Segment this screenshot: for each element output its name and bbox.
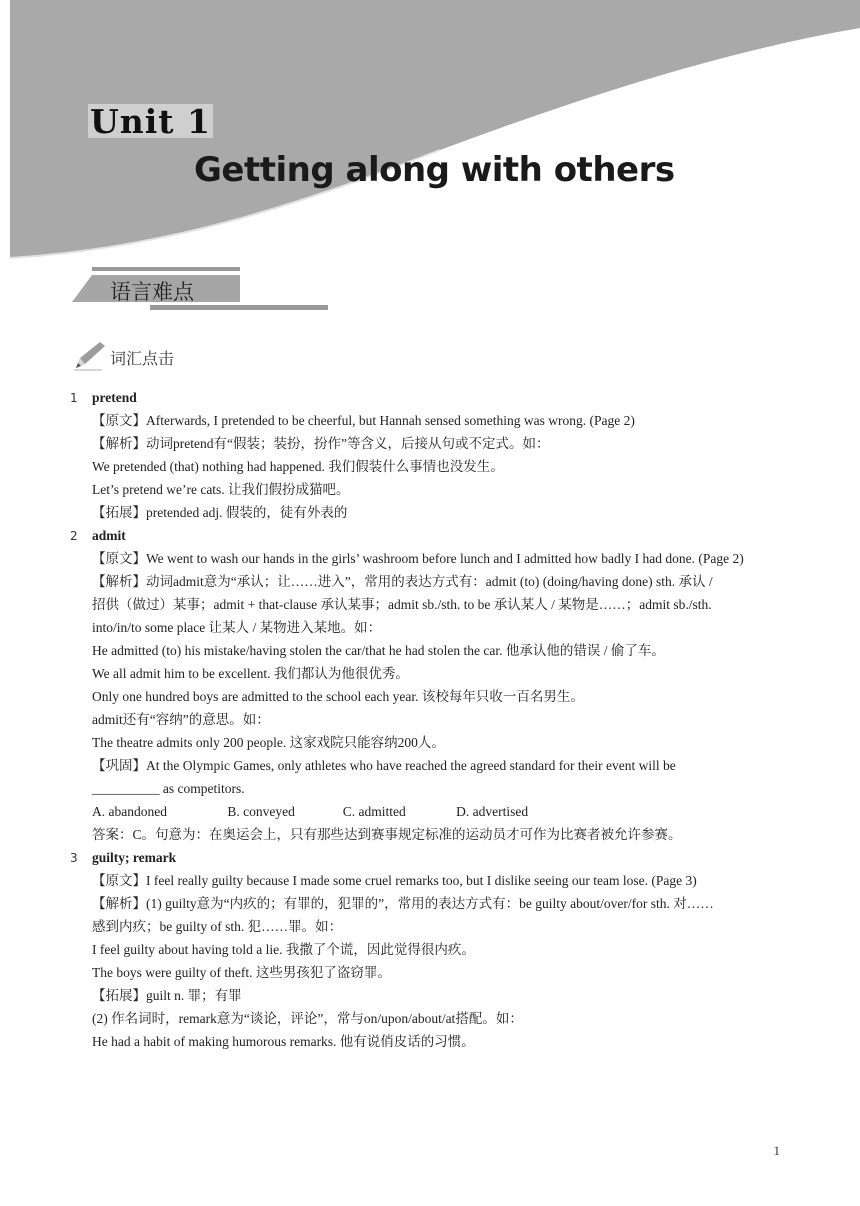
entry-line: 【原文】We went to wash our hands in the girls’ washroom before lunch and I admitted how badly I had done. (Page 2) (92, 551, 744, 566)
subsection-title: 词汇点击 (110, 349, 175, 368)
entry-line: (2) 作名词时，remark意为“谈论，评论”，常与on/upon/about/at搭配。如： (92, 1011, 523, 1026)
entry-line: admit还有“容纳”的意思。如： (92, 712, 270, 727)
answer-options (92, 802, 812, 825)
entry-number: 2 (70, 529, 78, 543)
entry-line: 【原文】I feel really guilty because I made some cruel remarks too, but I dislike seeing our team lose. (Page 3) (92, 873, 697, 888)
entry-number: 1 (70, 391, 78, 405)
entry-number: 3 (70, 851, 78, 865)
unit-label: Unit 1 (90, 102, 212, 141)
entry-line: 【原文】Afterwards, I pretended to be cheerful, but Hannah sensed something was wrong. (Page 2) (92, 413, 635, 428)
option-c: C. admitted (342, 804, 406, 819)
entry-headword: admit (92, 528, 126, 543)
option-a: A. abandoned (92, 804, 167, 819)
entry-headword: guilty; remark (92, 850, 177, 865)
entry-line: 【拓展】guilt n. 罪；有罪 (92, 988, 242, 1003)
entry-line: The theatre admits only 200 people. 这家戏院只能容纳200人。 (92, 735, 445, 750)
option-b: B. conveyed (227, 804, 295, 819)
entry-line: 感到内疚；be guilty of sth. 犯……罪。如： (92, 919, 343, 934)
entry-headword: pretend (92, 390, 137, 405)
vocab-entry (0, 526, 860, 848)
entry-line: into/in/to some place 让某人 / 某物进入某地。如： (92, 620, 382, 635)
entry-line: 【解析】(1) guilty意为“内疚的；有罪的，犯罪的”，常用的表达方式有：be guilty about/over/for sth. 对…… (92, 896, 714, 911)
entry-line: 【巩固】At the Olympic Games, only athletes who have reached the agreed standard for their event will be (92, 758, 676, 773)
section-title: 语言难点 (110, 280, 194, 304)
vocab-entry (0, 388, 860, 526)
entry-line: He had a habit of making humorous remarks. 他有说俏皮话的习惯。 (92, 1034, 475, 1049)
vocabulary-list (0, 388, 860, 1055)
entry-line: 招供（做过）某事；admit + that-clause 承认某事；admit sb./sth. to be 承认某人 / 某物是……；admit sb./sth. (92, 597, 712, 612)
entry-line: We pretended (that) nothing had happened. 我们假装什么事情也没发生。 (92, 459, 504, 474)
option-d: D. advertised (456, 804, 529, 819)
pencil-icon (72, 340, 108, 372)
entry-line: We all admit him to be excellent. 我们都认为他很优秀。 (92, 666, 409, 681)
entry-line: 【解析】动词pretend有“假装；装扮，扮作”等含义，后接从句或不定式。如： (92, 436, 550, 451)
entry-line: The boys were guilty of theft. 这些男孩犯了盗窃罪。 (92, 965, 391, 980)
entry-line: __________ as competitors. (92, 781, 245, 796)
entry-line: He admitted (to) his mistake/having stolen the car/that he had stolen the car. 他承认他的错误 / 偷了车。 (92, 643, 665, 658)
page-number: 1 (773, 1143, 780, 1158)
entry-line: Only one hundred boys are admitted to the school each year. 该校每年只收一百名男生。 (92, 689, 584, 704)
unit-title: Getting along with others (194, 150, 675, 190)
entry-line: 【拓展】pretended adj. 假装的，徒有外表的 (92, 505, 348, 520)
answer-text: 答案：C。句意为：在奥运会上，只有那些达到赛事规定标准的运动员才可作为比赛者被允许参赛。 (92, 827, 682, 842)
vocab-entry (0, 848, 860, 1055)
entry-line: 【解析】动词admit意为“承认；让……进入”，常用的表达方式有：admit (to) (doing/having done) sth. 承认 / (92, 574, 713, 589)
entry-line: I feel guilty about having told a lie. 我撒了个谎，因此觉得很内疚。 (92, 942, 475, 957)
entry-line: Let’s pretend we’re cats. 让我们假扮成猫吧。 (92, 482, 350, 497)
